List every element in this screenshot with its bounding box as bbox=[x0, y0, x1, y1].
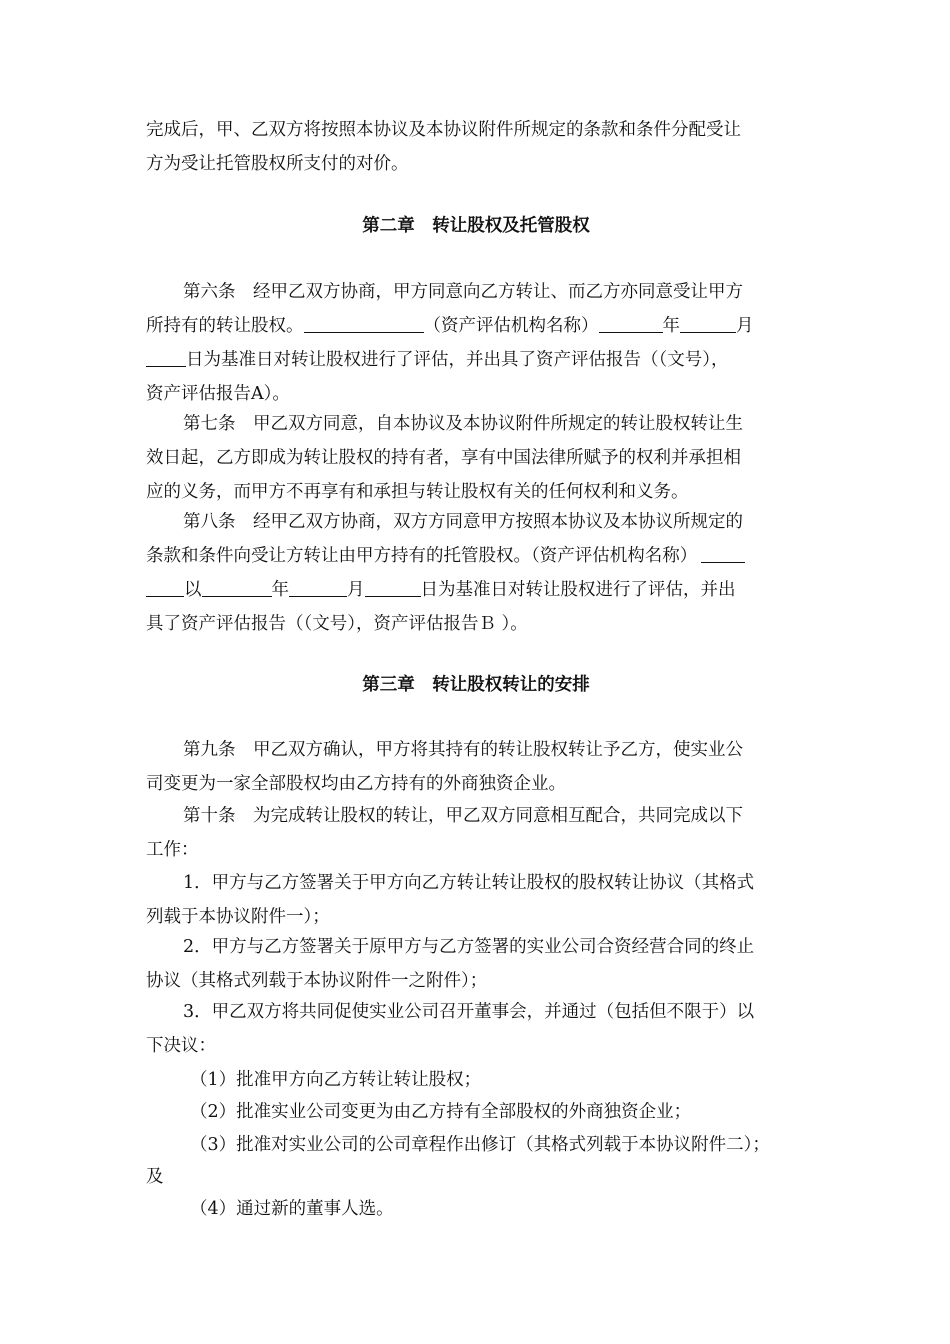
text-line: （2）批准实业公司变更为由乙方持有全部股权的外商独资企业； bbox=[190, 1102, 692, 1122]
text-line: 3．甲乙双方将共同促使实业公司召开董事会，并通过（包括但不限于）以 bbox=[183, 1002, 755, 1022]
text-line: 下决议： bbox=[146, 1036, 216, 1056]
text-segment: 条款和条件向受让方转让由甲方持有的托管股权。（资产评估机构名称） bbox=[146, 546, 698, 566]
text-line: （4）通过新的董事人选。 bbox=[190, 1199, 394, 1219]
text-segment: 年 bbox=[271, 580, 289, 600]
text-segment: 月 bbox=[736, 316, 754, 336]
fill-blank bbox=[680, 312, 736, 333]
text-line: 资产评估报告A）。 bbox=[146, 384, 290, 404]
text-line: （3）批准对实业公司的公司章程作出修订（其格式列载于本协议附件二）； bbox=[190, 1135, 770, 1155]
text-segment: 日为基准日对转让股权进行了评估，并出 bbox=[420, 580, 736, 600]
text-line: 协议（其格式列载于本协议附件一之附件）； bbox=[146, 971, 488, 991]
text-line: 第六条 经甲乙双方协商，甲方同意向乙方转让、而乙方亦同意受让甲方 bbox=[183, 282, 743, 302]
fill-blank bbox=[146, 576, 184, 597]
chapter-2-heading: 第二章 转让股权及托管股权 bbox=[362, 216, 590, 236]
fill-blank bbox=[304, 312, 424, 333]
text-line: 列载于本协议附件一）； bbox=[146, 907, 330, 927]
fill-blank bbox=[701, 542, 745, 563]
fill-blank bbox=[289, 576, 347, 597]
text-line: 应的义务，而甲方不再享有和承担与转让股权有关的任何权利和义务。 bbox=[146, 482, 689, 502]
text-line: 具了资产评估报告（（文号），资产评估报告Ｂ ）。 bbox=[146, 614, 528, 634]
text-line: 第八条 经甲乙双方协商，双方方同意甲方按照本协议及本协议所规定的 bbox=[183, 512, 743, 532]
fill-blank bbox=[146, 346, 186, 367]
text-line: 完成后，甲、乙双方将按照本协议及本协议附件所规定的条款和条件分配受让 bbox=[146, 120, 741, 140]
text-line bbox=[146, 343, 729, 377]
text-segment: 以 bbox=[184, 580, 202, 600]
text-line: 效日起，乙方即成为转让股权的持有者，享有中国法律所赋予的权利并承担相 bbox=[146, 448, 741, 468]
text-line: 司变更为一家全部股权均由乙方持有的外商独资企业。 bbox=[146, 774, 566, 794]
text-line: 及 bbox=[146, 1167, 164, 1187]
text-line: 方为受让托管股权所支付的对价。 bbox=[146, 154, 409, 174]
text-segment: 所持有的转让股权。 bbox=[146, 316, 304, 336]
text-line: 第七条 甲乙双方同意，自本协议及本协议附件所规定的转让股权转让生 bbox=[183, 414, 743, 434]
fill-blank bbox=[365, 576, 421, 597]
text-segment: （资产评估机构名称） bbox=[423, 316, 599, 336]
text-line bbox=[146, 573, 736, 607]
text-line: 工作： bbox=[146, 840, 199, 860]
text-line: （1）批准甲方向乙方转让转让股权； bbox=[190, 1070, 482, 1090]
text-segment: 年 bbox=[662, 316, 680, 336]
text-line bbox=[146, 309, 754, 343]
fill-blank bbox=[599, 312, 663, 333]
text-segment: 日为基准日对转让股权进行了评估，并出具了资产评估报告（（文号）， bbox=[186, 350, 729, 370]
text-segment: 月 bbox=[347, 580, 365, 600]
text-line: 第九条 甲乙双方确认，甲方将其持有的转让股权转让予乙方，使实业公 bbox=[183, 740, 743, 760]
text-line bbox=[146, 539, 745, 573]
fill-blank bbox=[202, 576, 272, 597]
text-line: 第十条 为完成转让股权的转让，甲乙双方同意相互配合，共同完成以下 bbox=[183, 806, 743, 826]
text-line: 2．甲方与乙方签署关于原甲方与乙方签署的实业公司合资经营合同的终止 bbox=[183, 937, 755, 957]
chapter-3-heading: 第三章 转让股权转让的安排 bbox=[362, 675, 590, 695]
text-line: 1．甲方与乙方签署关于甲方向乙方转让转让股权的股权转让协议（其格式 bbox=[183, 873, 755, 893]
